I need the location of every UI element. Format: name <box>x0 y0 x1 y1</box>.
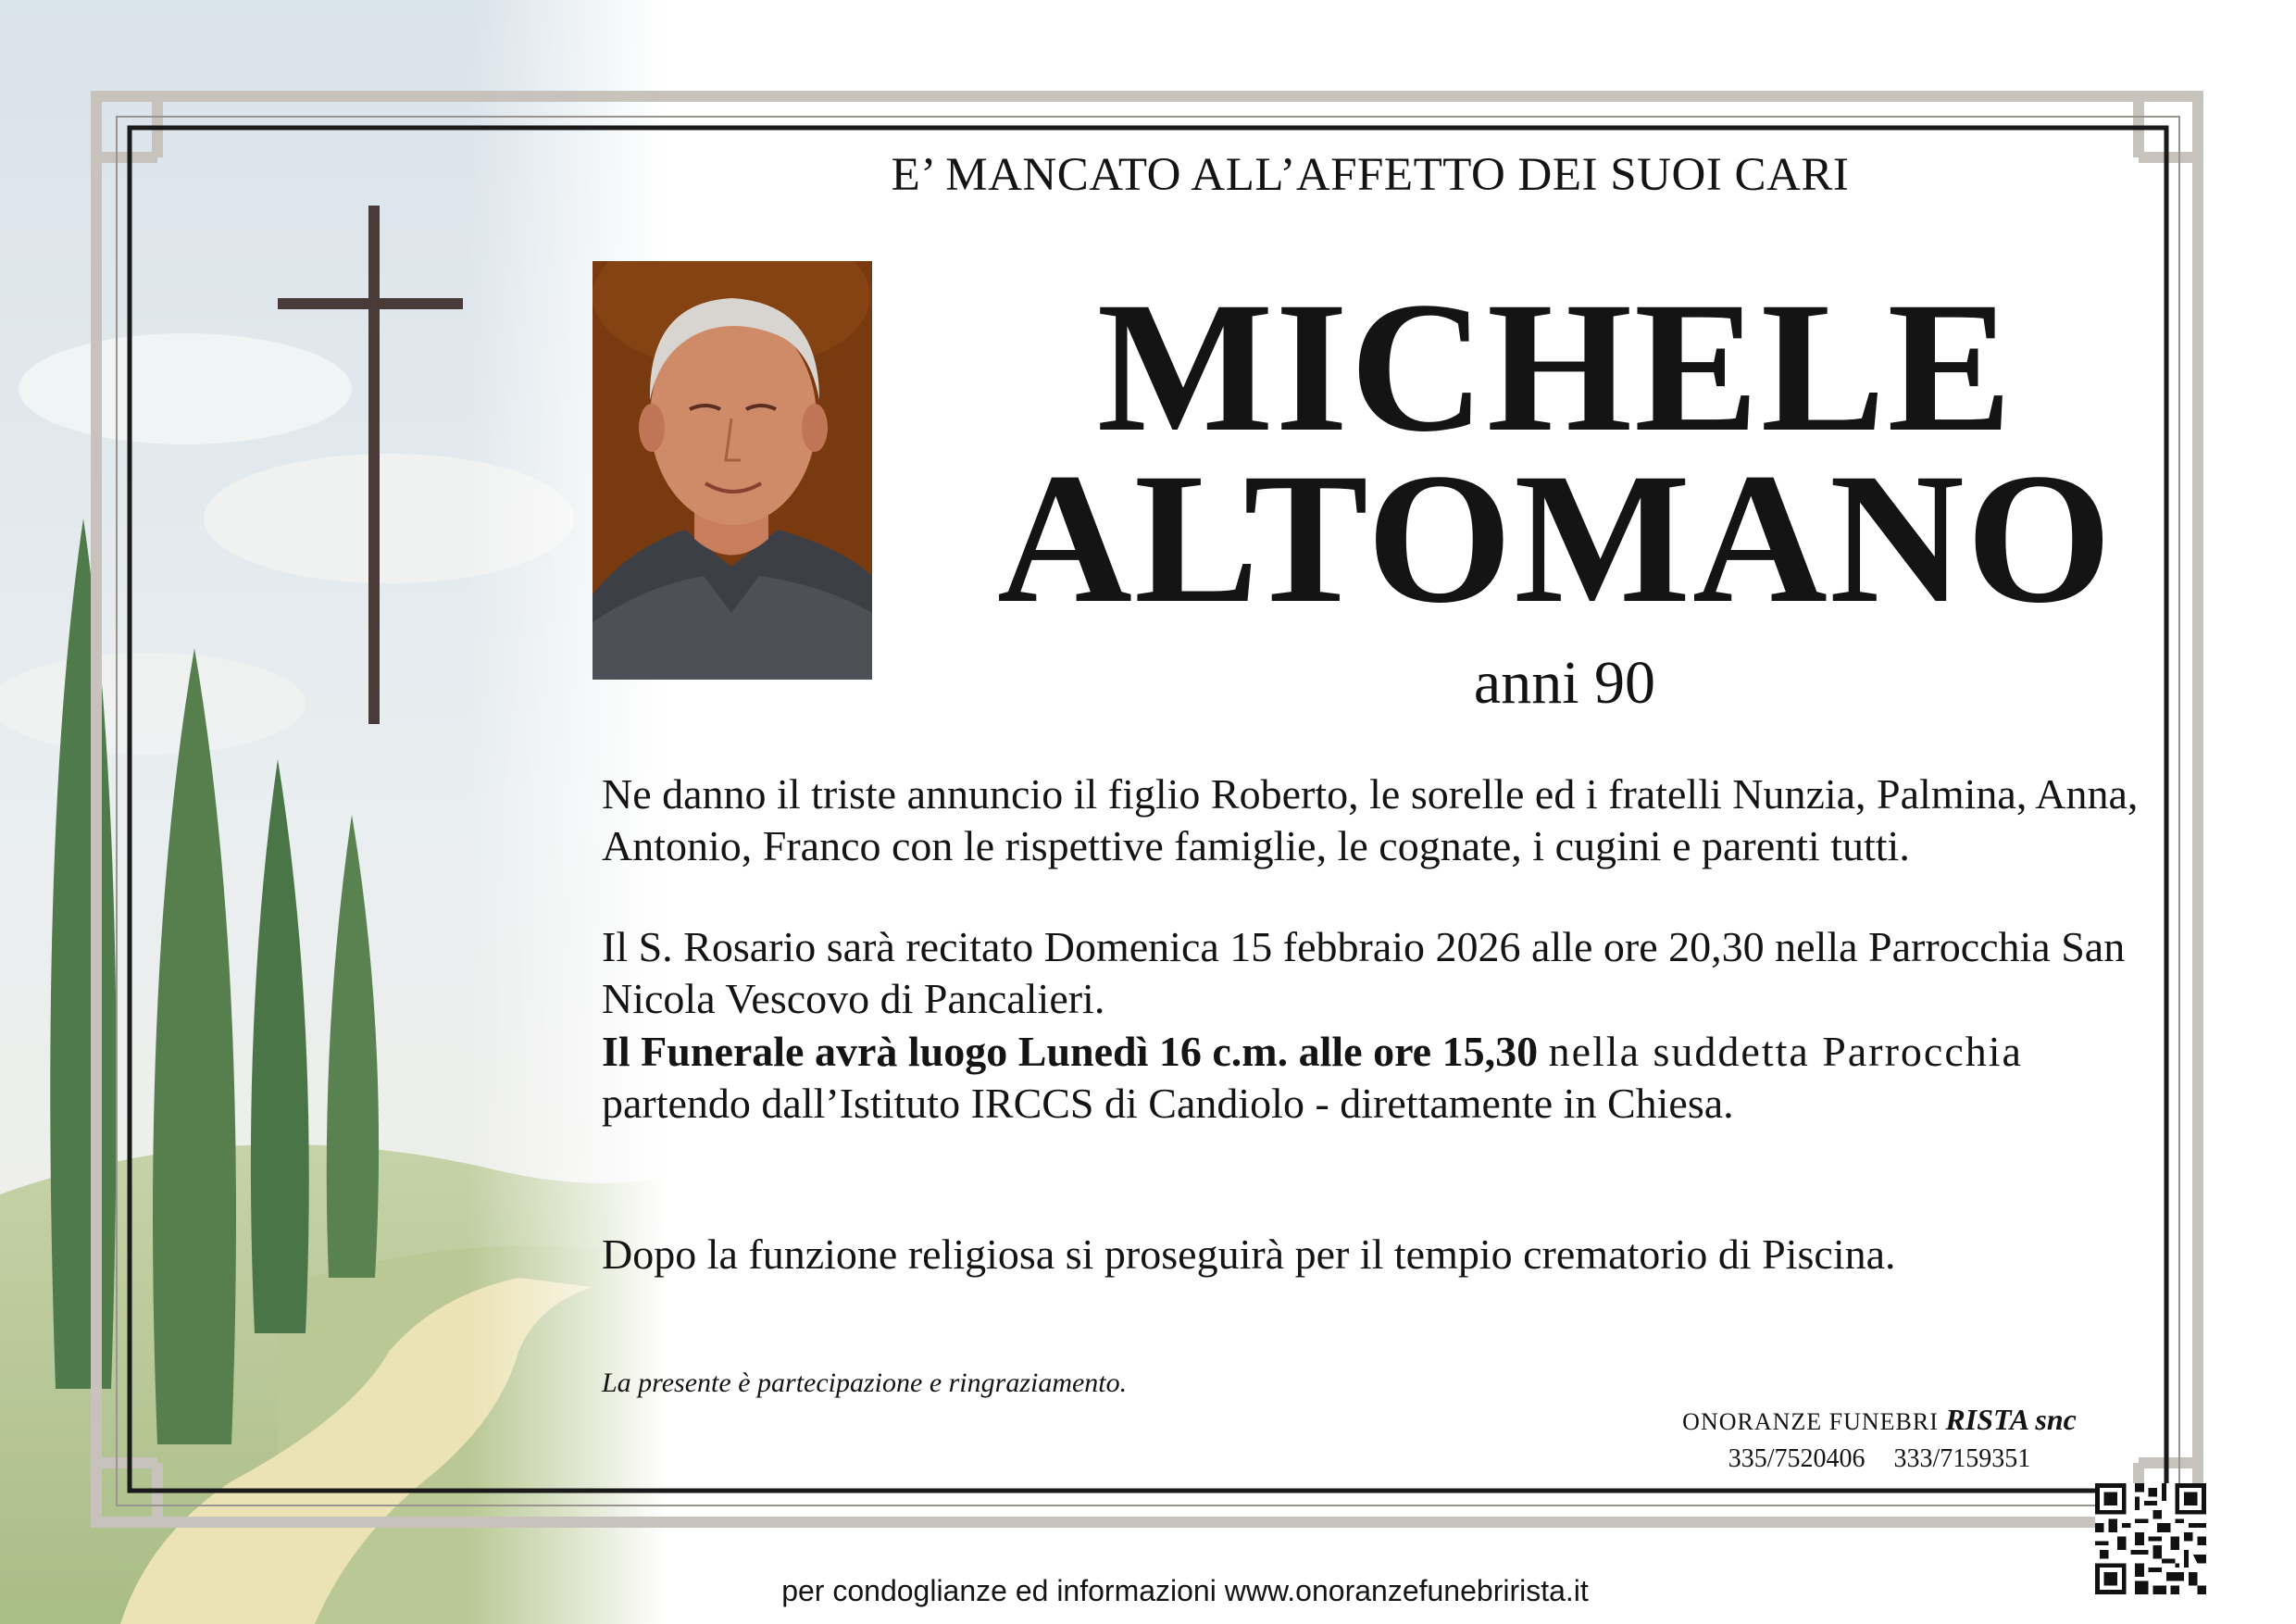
funeral-location: nella suddetta Parrocchia <box>1548 1028 2023 1075</box>
agency-name: RISTA snc <box>1945 1403 2077 1436</box>
last-name: ALTOMANO <box>997 434 2114 642</box>
funeral-departure: partendo dall’Istituto IRCCS di Candiolo - direttamente in Chiesa. <box>602 1080 1734 1127</box>
first-name: MICHELE <box>1096 263 2015 470</box>
funeral-time: Il Funerale avrà luogo Lunedì 16 c.m. alle ore 15,30 <box>602 1028 1539 1075</box>
closing-note: La presente è partecipazione e ringraziamento. <box>602 1368 1128 1398</box>
headline: E’ MANCATO ALL’AFFETTO DEI SUOI CARI <box>891 149 1850 201</box>
cremation-paragraph: Dopo la funzione religiosa si proseguirà per il tempio crematorio di Piscina. <box>602 1230 1896 1278</box>
agency-label: ONORANZE FUNEBRI <box>1682 1408 1939 1435</box>
rosary-paragraph: Il S. Rosario sarà recitato Domenica 15 febbraio 2026 alle ore 20,30 nella Parrocchia San Nicola Vescovo di Pancalieri. <box>602 923 2126 1022</box>
funeral-agency <box>1620 1403 2139 1437</box>
deceased-photo <box>593 261 872 680</box>
funeral-paragraph <box>602 1026 2176 1130</box>
qr-code-icon[interactable] <box>2095 1483 2206 1594</box>
agency-phone: 335/7520406 <box>1728 1444 1866 1473</box>
age: anni 90 <box>1473 649 1656 717</box>
announcement-paragraph: Ne danno il triste annuncio il figlio Roberto, le sorelle ed i fratelli Nunzia, Palmina, Anna, Antonio, Franco con le rispettive famiglie, le cognate, i cugini e parenti tutti. <box>602 770 2139 869</box>
footer-contact: per condoglianze ed informazioni www.onoranzefunebrirista.it <box>781 1574 1589 1607</box>
agency-phone: 333/7159351 <box>1893 1444 2031 1473</box>
agency-phones <box>1620 1444 2139 1474</box>
